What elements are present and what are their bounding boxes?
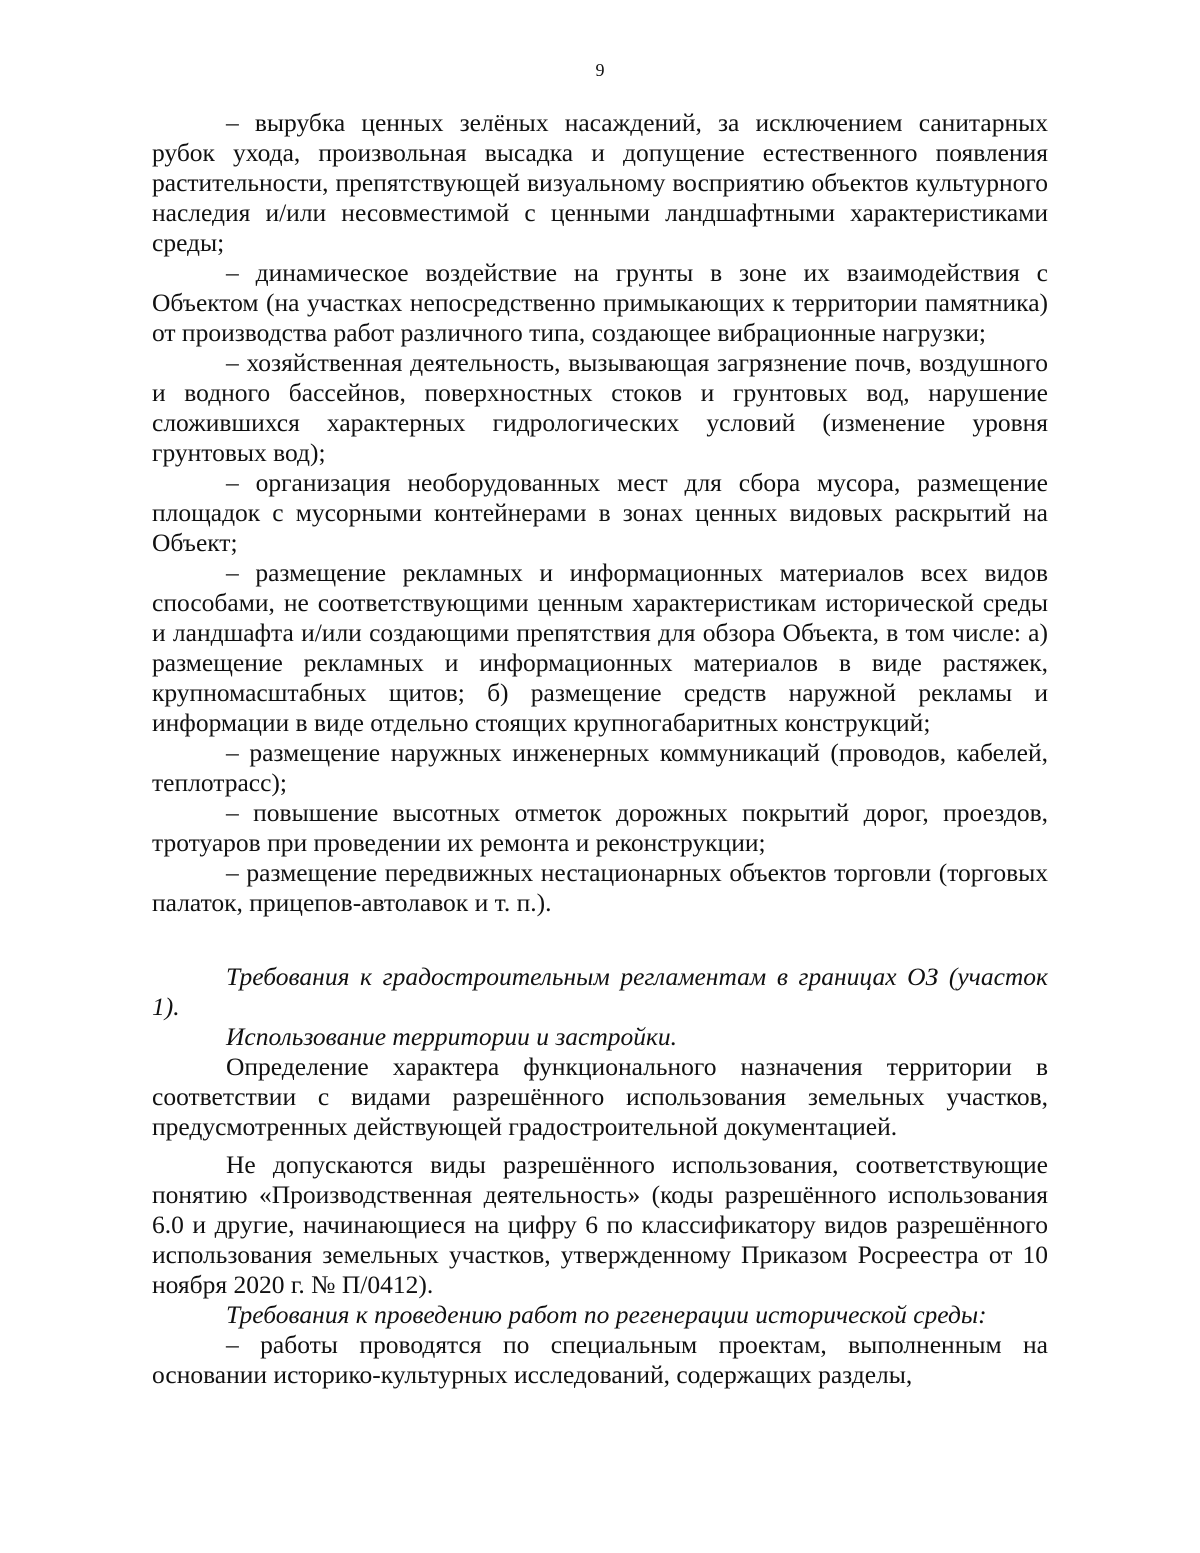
paragraph-gap <box>152 1142 1048 1150</box>
paragraph-dynamic-impact: – динамическое воздействие на грунты в зоне их взаимодействия с Объектом (на участках непосредственно примыкающих к территории памятника) от производства работ различного типа, создающее вибрационные нагрузки; <box>152 258 1048 347</box>
subheading-regeneration: Требования к проведению работ по регенерации исторической среды: <box>226 1300 987 1329</box>
paragraph-garbage-sites: – организация необорудованных мест для сбора мусора, размещение площадок с мусорными контейнерами в зонах ценных видовых раскрытий на Объект; <box>152 468 1048 557</box>
paragraph-advertising: – размещение рекламных и информационных материалов всех видов способами, не соответствующими ценным характеристикам исторической среды и ландшафта и/или создающими препятствия для обзора Объекта, в том числе: а) размещение рекламных и информационных материалов в виде растяжек, крупномасштабных щитов; б) размещение средств наружной рекламы и информации в виде отдельно стоящих крупногабаритных конструкций; <box>152 558 1048 737</box>
document-body <box>152 108 1048 1390</box>
paragraph-regeneration-works: – работы проводятся по специальным проектам, выполненным на основании историко-культурных исследований, содержащих разделы, <box>152 1330 1048 1389</box>
page-number: 9 <box>595 60 605 80</box>
paragraph-usage-restriction: Не допускаются виды разрешённого использования, соответствующие понятию «Производственная деятельность» (коды разрешённого использования 6.0 и другие, начинающиеся на цифру 6 по классификатору видов разрешённого использования земельных участков, утвержденному Приказом Росреестра от 10 ноября 2020 г. № П/0412). <box>152 1150 1048 1299</box>
paragraph-mobile-trade: – размещение передвижных нестационарных объектов торговли (торговых палаток, прицепов-автолавок и т. п.). <box>152 858 1048 917</box>
paragraph-utilities: – размещение наружных инженерных коммуникаций (проводов, кабелей, теплотрасс); <box>152 738 1048 797</box>
section-gap <box>152 918 1048 962</box>
paragraph-road-levels: – повышение высотных отметок дорожных покрытий дорог, проездов, тротуаров при проведении их ремонта и реконструкции; <box>152 798 1048 857</box>
paragraph-economic-activity: – хозяйственная деятельность, вызывающая загрязнение почв, воздушного и водного бассейнов, поверхностных стоков и грунтовых вод, нарушение сложившихся характерных гидрологических условий (изменение уровня грунтовых вод); <box>152 348 1048 467</box>
paragraph-usage-definition: Определение характера функционального назначения территории в соответствии с видами разрешённого использования земельных участков, предусмотренных действующей градостроительной документацией. <box>152 1052 1048 1141</box>
section-heading: Требования к градостроительным регламентам в границах ОЗ (участок 1). <box>152 962 1048 1021</box>
paragraph-tree-felling: – вырубка ценных зелёных насаждений, за исключением санитарных рубок ухода, произвольная высадка и допущение естественного появления растительности, препятствующей визуальному восприятию объектов культурного наследия и/или несовместимой с ценными ландшафтными характеристиками среды; <box>152 108 1048 257</box>
subheading-usage: Использование территории и застройки. <box>226 1022 678 1051</box>
